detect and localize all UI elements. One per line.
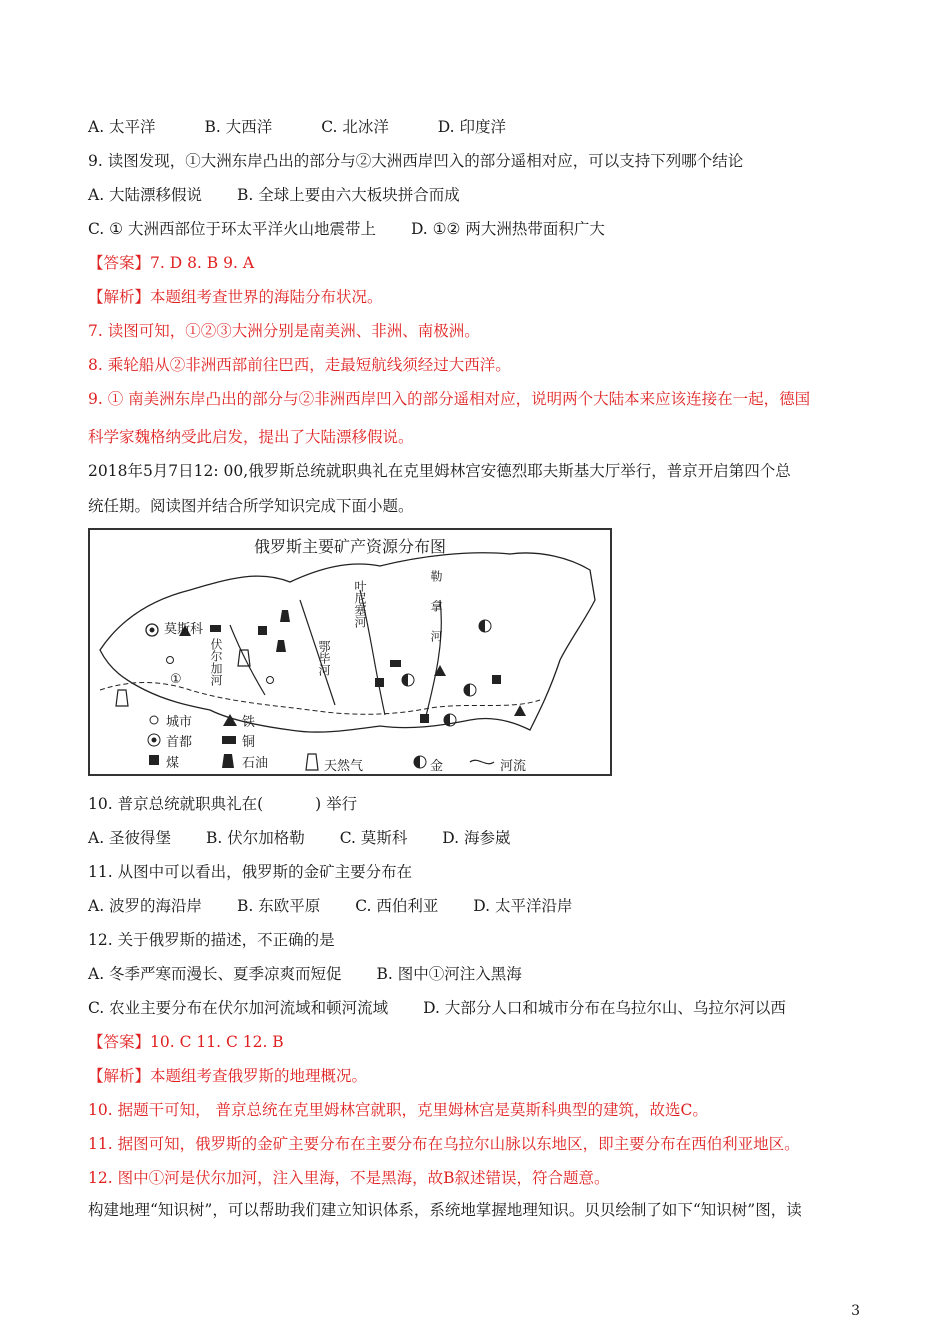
gold-symbol (444, 714, 456, 726)
q9-options-ab (88, 185, 460, 205)
q9-option-c: C. ① 大洲西部位于环太平洋火山地震带上 (88, 220, 376, 238)
q10-stem-end: ) 举行 (315, 795, 358, 813)
explain-11: 11. 据图可知，俄罗斯的金矿主要分布在主要分布在乌拉尔山脉以东地区，即主要分布在西伯利亚地区。 (88, 1135, 800, 1153)
legend-copper-icon (222, 736, 236, 744)
q11-option-d: D. 太平洋沿岸 (473, 897, 573, 915)
legend-capital: 首都 (166, 735, 193, 750)
q12-option-b: B. 图中①河注入黑海 (376, 965, 522, 983)
q9-option-b: B. 全球上要由六大板块拼合而成 (237, 186, 460, 204)
q9-option-d: D. ①② 两大洲热带面积广大 (410, 220, 605, 238)
q8-option-d: D. 印度洋 (437, 118, 507, 136)
explain-7: 7. 读图可知，①②③大洲分别是南美洲、非洲、南极洲。 (88, 322, 480, 340)
q8-option-c: C. 北冰洋 (321, 118, 389, 136)
answer-10-12: 【答案】10. C 11. C 12. B (88, 1033, 284, 1051)
gold-symbol (402, 674, 414, 686)
legend-city: 城市 (166, 715, 193, 730)
coal-symbol (375, 678, 384, 687)
q10-options (88, 828, 511, 848)
q10-option-b: B. 伏尔加格勒 (206, 829, 305, 847)
q9-stem: 9. 读图发现，①大洲东岸凸出的部分与②大洲西岸凹入的部分遥相对应，可以支持下列哪个结论 (88, 152, 744, 170)
q11-option-c: C. 西伯利亚 (355, 897, 439, 915)
map-label-ob: 鄂毕河 (317, 640, 331, 676)
explain-12: 12. 图中①河是伏尔加河，注入里海，不是黑海，故B叙述错误，符合题意。 (88, 1169, 610, 1187)
intro-line2: 统任期。阅读图并结合所学知识完成下面小题。 (88, 497, 414, 515)
q10-stem-start: 10. 普京总统就职典礼在( (88, 795, 264, 813)
q12-option-c: C. 农业主要分布在伏尔加河流域和顿河流域 (88, 999, 389, 1017)
map-label-yenisei: 叶尼塞河 (353, 580, 367, 628)
q11-options (88, 896, 573, 916)
coal-symbol (258, 626, 267, 635)
legend-city-icon (150, 716, 158, 724)
analysis-10-12: 【解析】本题组考查俄罗斯的地理概况。 (88, 1067, 368, 1085)
map-label-volga: 伏尔加河 (209, 638, 223, 686)
explain-9-line1: 9. ① 南美洲东岸凸出的部分与②非洲西岸凹入的部分遥相对应，说明两个大陆本来应该连接在一起，德国 (88, 390, 811, 408)
russia-mineral-map (88, 528, 612, 776)
q8-option-b: B. 大西洋 (204, 118, 273, 136)
coal-symbol (492, 675, 501, 684)
gas-symbol (116, 690, 128, 706)
oil-symbol (280, 610, 290, 622)
copper-symbol (390, 660, 401, 667)
q12-options-ab (88, 964, 522, 984)
q11-option-b: B. 东欧平原 (237, 897, 321, 915)
legend-iron: 铁 (242, 715, 256, 730)
coal-symbol (420, 714, 429, 723)
q10-option-d: D. 海参崴 (442, 829, 511, 847)
explain-10: 10. 据题干可知， 普京总统在克里姆林宫就职，克里姆林宫是莫斯科典型的建筑，故选C。 (88, 1101, 708, 1119)
legend-gold: 金 (430, 759, 444, 774)
q10-option-a: A. 圣彼得堡 (88, 829, 172, 847)
page-number: 3 (851, 1303, 860, 1319)
explain-8: 8. 乘轮船从②非洲西部前往巴西，走最短航线须经过大西洋。 (88, 356, 511, 374)
q9-option-a: A. 大陆漂移假说 (88, 186, 203, 204)
analysis-7-9: 【解析】本题组考查世界的海陆分布状况。 (88, 288, 383, 306)
iron-symbol (514, 705, 526, 716)
legend-oil: 石油 (242, 756, 269, 771)
map-label-moscow: 莫斯科 (164, 622, 204, 637)
legend-gas-icon (306, 754, 318, 770)
map-label-lena: 勒拿河 (429, 570, 443, 660)
legend-river: 河流 (500, 759, 527, 774)
q10-stem (88, 794, 357, 814)
q12-stem: 12. 关于俄罗斯的描述，不正确的是 (88, 931, 335, 949)
legend-coal: 煤 (166, 756, 180, 771)
answer-7-9: 【答案】7. D 8. B 9. A (88, 254, 255, 272)
q11-stem: 11. 从图中可以看出，俄罗斯的金矿主要分布在 (88, 863, 413, 881)
closing-line: 构建地理“知识树”，可以帮助我们建立知识体系，系统地掌握地理知识。贝贝绘制了如下“知识树”图，读 (88, 1201, 802, 1219)
q11-option-a: A. 波罗的海沿岸 (88, 897, 203, 915)
intro-line1: 2018年5月7日12: 00,俄罗斯总统就职典礼在克里姆林宫安德烈耶夫斯基大厅举行，普京开启第四个总 (88, 462, 791, 480)
gold-symbol (479, 620, 491, 632)
legend-copper: 铜 (242, 735, 256, 750)
copper-symbol (210, 625, 221, 632)
q12-options-cd (88, 998, 786, 1018)
oil-symbol (276, 640, 286, 652)
legend-oil-icon (222, 754, 234, 768)
capital-symbol-moscow-dot (150, 628, 155, 633)
map-title: 俄罗斯主要矿产资源分布图 (253, 537, 446, 556)
map-label-circle1: ① (170, 672, 182, 687)
river-volga (230, 625, 265, 695)
legend-river-icon (470, 760, 494, 763)
q12-option-d: D. 大部分人口和城市分布在乌拉尔山、乌拉尔河以西 (423, 999, 786, 1017)
legend-gas: 天然气 (324, 759, 364, 774)
legend-gold-icon (414, 756, 426, 768)
city-symbol (167, 657, 174, 664)
gold-symbol (464, 684, 476, 696)
explain-9-line2: 科学家魏格纳受此启发，提出了大陆漂移假说。 (88, 428, 414, 446)
city-symbol (267, 677, 274, 684)
q9-options-cd (88, 219, 605, 239)
russia-outline (100, 553, 595, 732)
legend-coal-icon (149, 755, 159, 765)
q10-option-c: C. 莫斯科 (339, 829, 408, 847)
q8-option-a: A. 太平洋 (88, 118, 156, 136)
q12-option-a: A. 冬季严寒而漫长、夏季凉爽而短促 (88, 965, 342, 983)
q8-options (88, 117, 506, 137)
